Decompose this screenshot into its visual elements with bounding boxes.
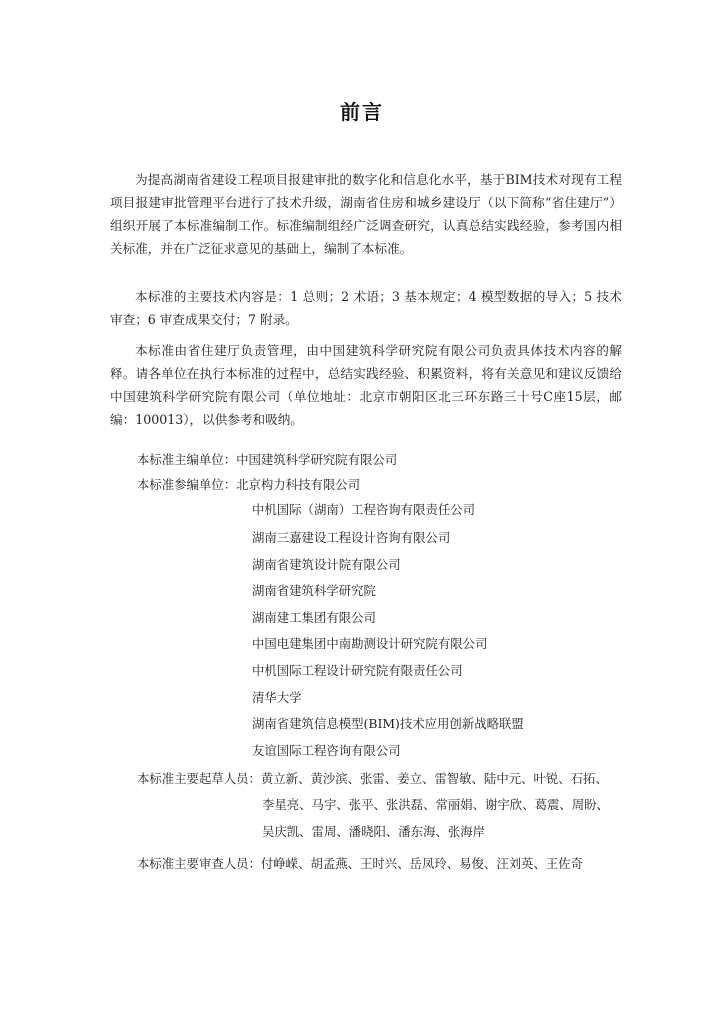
- participant-unit: 湖南建工集团有限公司: [252, 610, 376, 625]
- paragraph-background: 为提高湖南省建设工程项目报建审批的数字化和信息化水平，基于BIM技术对现有工程项目报建审批管理平台进行了技术升级，湖南省住房和城乡建设厅（以下简称“省住建厅”）组织开展了本标准编制工作。标准编制组经广泛调查研究，认真总结实践经验，参考国内相关标准，并在广泛征求意见的基础上，编制了本标准。: [110, 171, 622, 257]
- drafters-names: 李星亮、马宇、张平、张洪磊、常丽娟、谢宇欣、葛震、周盼、: [262, 797, 609, 812]
- drafters-label: 本标准主要起草人员：: [137, 771, 261, 786]
- participants-label: 本标准参编单位：: [137, 477, 237, 492]
- page-title: 前言: [340, 100, 384, 124]
- participant-unit: 中国电建集团中南勘测设计研究院有限公司: [252, 636, 488, 651]
- drafters-names: 黄立新、黄沙滨、张雷、姜立、雷智敏、陆中元、叶锐、石拓、: [260, 771, 608, 786]
- chief-editor-label: 本标准主编单位：: [137, 452, 237, 467]
- reviewers-names: 付峥嵘、胡孟燕、王时兴、岳凤玲、易俊、汪刘英、王佐奇: [260, 856, 584, 871]
- participant-unit: 湖南三嘉建设工程设计咨询有限公司: [252, 530, 451, 545]
- reviewers-line: [137, 855, 583, 873]
- paragraph-management: 本标准由省住建厅负责管理，由中国建筑科学研究院有限公司负责具体技术内容的解释。请各单位在执行本标准的过程中，总结实践经验、积累资料，将有关意见和建议反馈给中国建筑科学研究院有限公司（单位地址：北京市朝阳区北三环东路三十号C座15层，邮编：100013），以供参考和吸纳。: [110, 342, 622, 428]
- reviewers-label: 本标准主要审查人员：: [137, 856, 261, 871]
- paragraph-contents: 本标准的主要技术内容是：1 总则；2 术语；3 基本规定；4 模型数据的导入；5 技术审查；6 审查成果交付；7 附录。: [110, 288, 622, 327]
- participant-unit: 北京构力科技有限公司: [236, 477, 361, 492]
- participant-unit: 湖南省建筑信息模型(BIM)技术应用创新战略联盟: [252, 716, 524, 731]
- chief-editor-unit: 中国建筑科学研究院有限公司: [236, 452, 398, 467]
- participant-unit: 湖南省建筑设计院有限公司: [252, 557, 401, 572]
- drafters-names: 吴庆凯、雷周、潘晓阳、潘东海、张海岸: [262, 824, 486, 839]
- participant-unit: 友谊国际工程咨询有限公司: [252, 743, 401, 758]
- participant-unit: 湖南省建筑科学研究院: [252, 583, 376, 598]
- participant-unit: 清华大学: [252, 690, 302, 705]
- participant-unit: 中机国际（湖南）工程咨询有限责任公司: [252, 502, 476, 517]
- drafters-line: [137, 770, 608, 788]
- participants-line: [137, 476, 360, 494]
- chief-editor-line: [137, 451, 397, 469]
- participant-unit: 中机国际工程设计研究院有限责任公司: [252, 663, 463, 678]
